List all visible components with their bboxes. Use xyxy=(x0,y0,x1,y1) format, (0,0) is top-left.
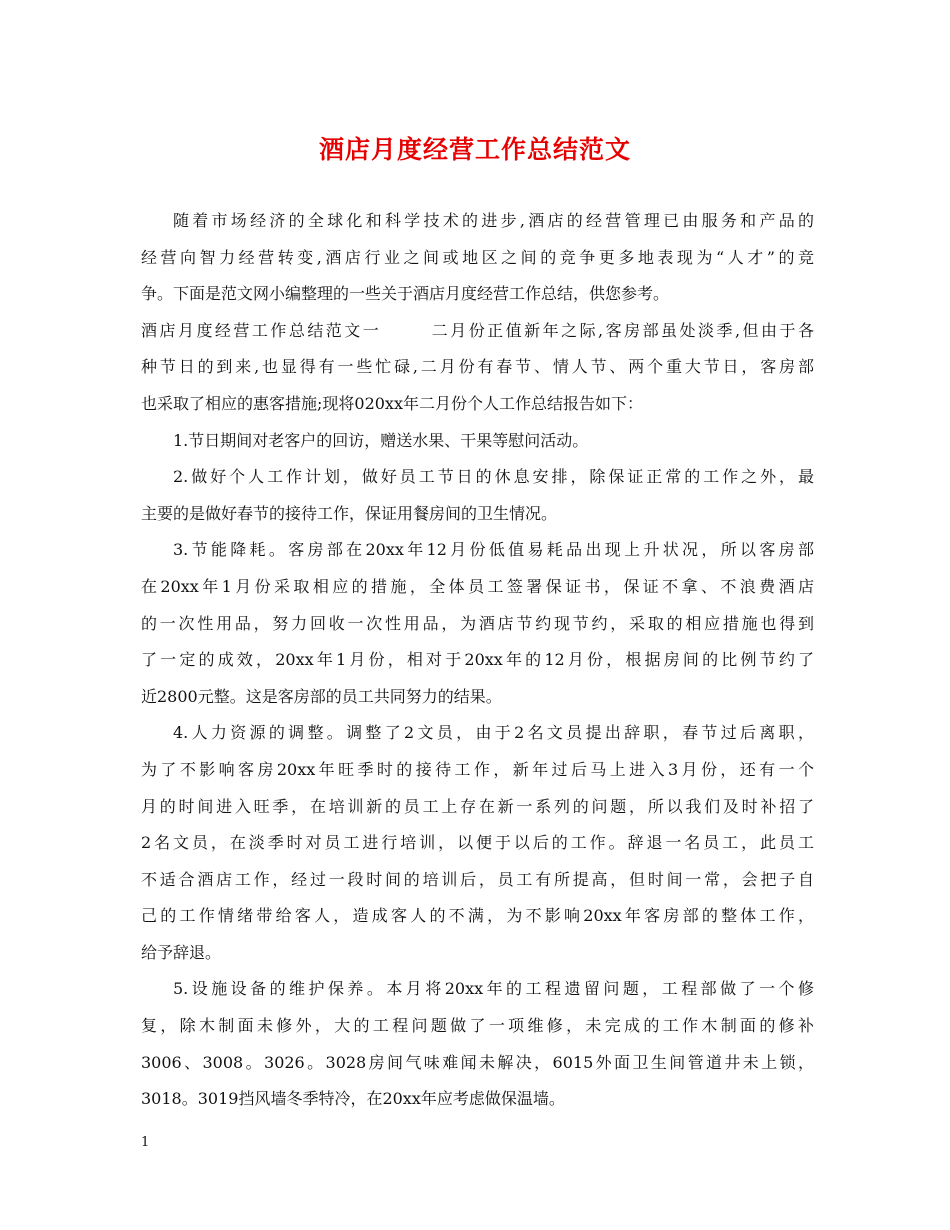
page-number: 1 xyxy=(141,1135,150,1150)
document-title: 酒店月度经营工作总结范文 xyxy=(318,135,631,164)
list-item-line: 近2800元整。这是客房部的员工共同努力的结果。 xyxy=(141,686,502,706)
list-item-line: 3018。3019挡风墙冬季特冷，在20xx年应考虑做保温墙。 xyxy=(141,1089,565,1109)
list-item-line: 5.设施设备的维护保养。本月将20xx年的工程遗留问题，工程部做了一个修 xyxy=(173,979,814,999)
list-item-line: 2.做好个人工作计划，做好员工节日的休息安排，除保证正常的工作之外，最 xyxy=(173,467,814,487)
list-item-line: 己的工作情绪带给客人，造成客人的不满，为不影响20xx年客房部的整体工作， xyxy=(141,906,814,926)
list-item-line: 不适合酒店工作，经过一段时间的培训后，员工有所提高，但时间一常，会把子自 xyxy=(141,869,814,889)
paragraph-line: 也采取了相应的惠客措施;现将020xx年二月份个人工作总结报告如下： xyxy=(141,393,643,413)
list-item-line: 在20xx年1月份采取相应的措施，全体员工签署保证书，保证不拿、不浪费酒店 xyxy=(141,576,814,596)
paragraph-line: 经营向智力经营转变,酒店行业之间或地区之间的竞争更多地表现为“人才”的竞 xyxy=(141,247,814,267)
list-item-line: 月的时间进入旺季，在培训新的员工上存在新一系列的问题，所以我们及时补招了 xyxy=(141,796,814,816)
list-item-line: 了一定的成效，20xx年1月份，相对于20xx年的12月份，根据房间的比例节约了 xyxy=(141,650,814,670)
list-item-line: 3.节能降耗。客房部在20xx年12月份低值易耗品出现上升状况，所以客房部 xyxy=(173,540,814,560)
list-item-line: 为了不影响客房20xx年旺季时的接待工作，新年过后马上进入3月份，还有一个 xyxy=(141,759,814,779)
list-item-line: 主要的是做好春节的接待工作，保证用餐房间的卫生情况。 xyxy=(141,503,558,523)
list-item-line: 3006、3008。3026。3028房间气味难闻未解决，6015外面卫生间管道井未上锁， xyxy=(141,1052,814,1072)
document-body xyxy=(141,203,814,1118)
list-item-line: 复，除木制面未修外，大的工程问题做了一项维修，未完成的工作木制面的修补 xyxy=(141,1016,814,1036)
list-item-line: 给予辞退。 xyxy=(141,942,222,962)
list-item-line: 的一次性用品，努力回收一次性用品，为酒店节约现节约，采取的相应措施也得到 xyxy=(141,613,814,633)
paragraph-line: 随着市场经济的全球化和科学技术的进步,酒店的经营管理已由服务和产品的 xyxy=(173,211,814,230)
list-item-line: 4.人力资源的调整。调整了2文员，由于2名文员提出辞职，春节过后离职， xyxy=(173,723,814,743)
section-text: 二月份正值新年之际,客房部虽处淡季,但由于各 xyxy=(429,320,814,340)
paragraph-line: 争。下面是范文网小编整理的一些关于酒店月度经营工作总结，供您参考。 xyxy=(141,284,670,304)
list-item-line: 1.节日期间对老客户的回访，赠送水果、干果等慰问活动。 xyxy=(173,430,589,450)
section-heading-line xyxy=(141,313,814,350)
section-heading: 酒店月度经营工作总结范文一 xyxy=(141,320,382,340)
list-item-line: 2名文员，在淡季时对员工进行培训，以便于以后的工作。辞退一名员工，此员工 xyxy=(141,833,814,853)
paragraph-line: 种节日的到来,也显得有一些忙碌,二月份有春节、情人节、两个重大节日，客房部 xyxy=(141,357,814,377)
